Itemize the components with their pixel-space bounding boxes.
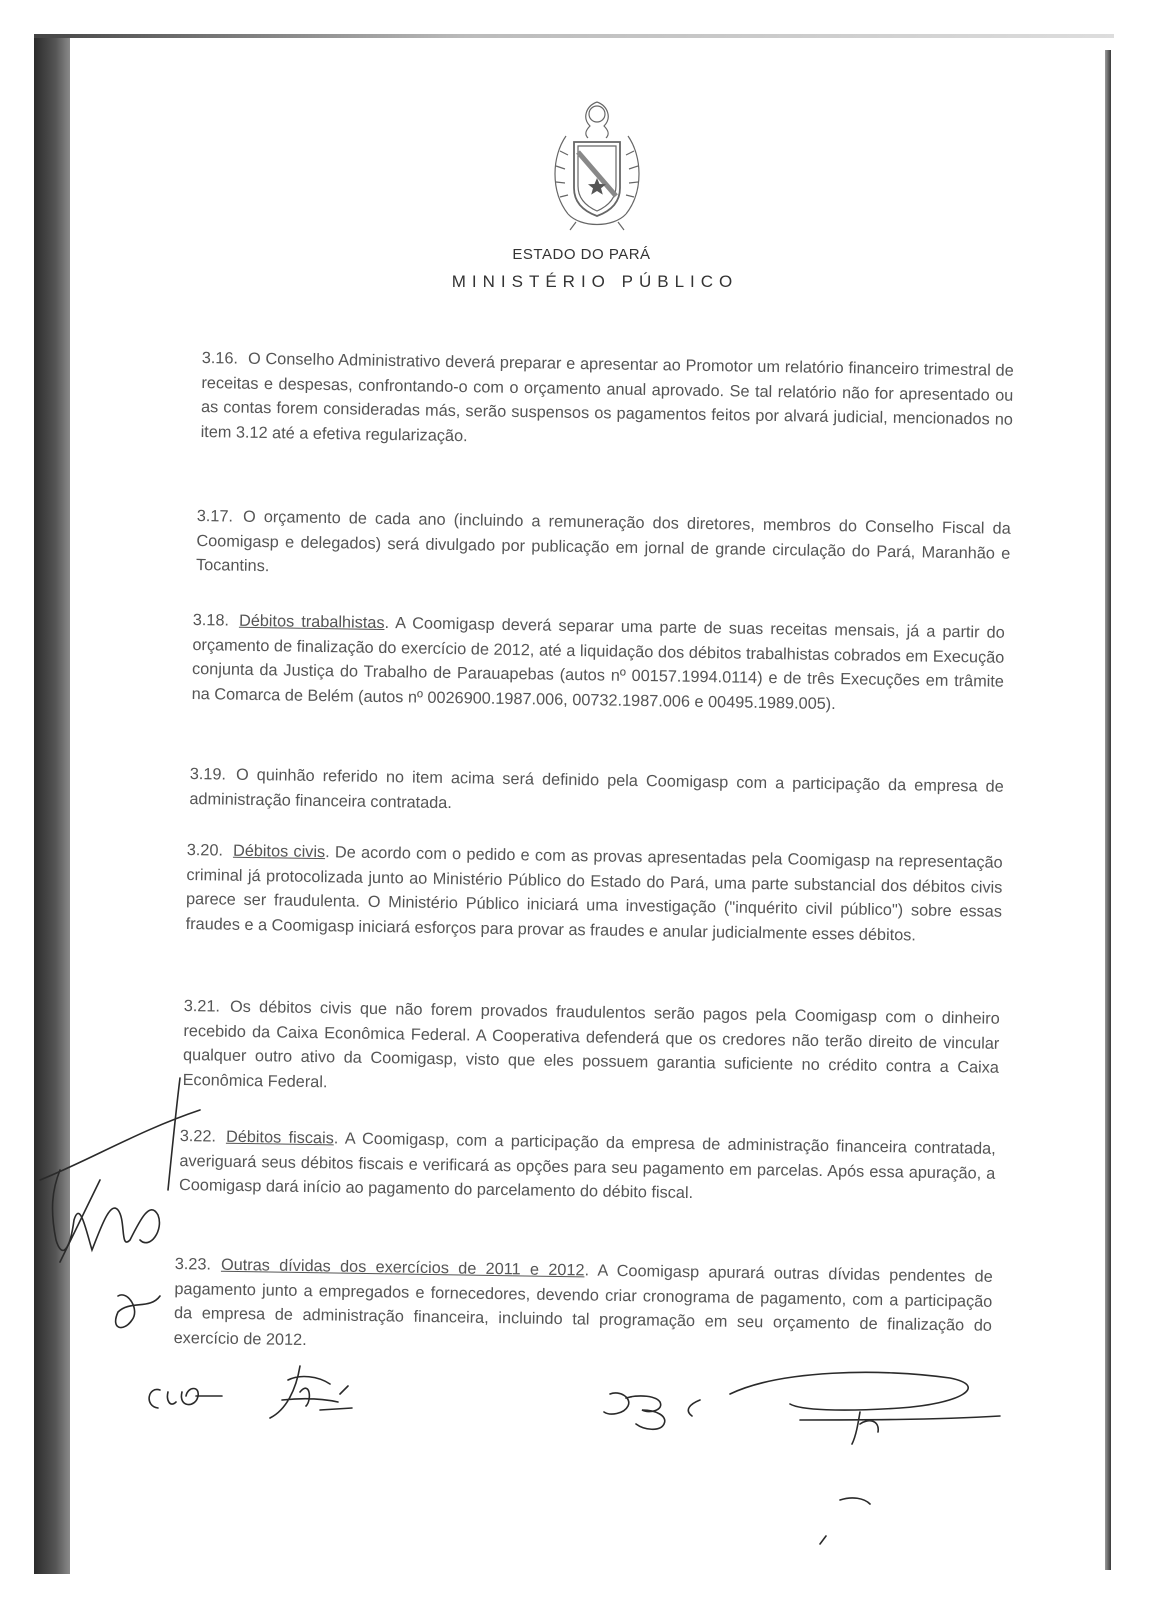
clause-number: 3.18. bbox=[192, 610, 230, 630]
clause-text: Os débitos civis que não forem provados fraudulentos serão pagos pela Coomigasp com o dinheiro recebido da Caixa Econômica Federal. A Cooperativa defenderá que os credores não terão direito de vincular qualquer outro ativo da Coomigasp, visto que eles possuem garantia suficiente no crédito contra a Caixa Econômica Federal. bbox=[182, 997, 1000, 1091]
margin-initials bbox=[116, 1295, 160, 1328]
coat-of-arms-seal bbox=[546, 96, 648, 236]
clause-heading: Outras dívidas dos exercícios de 2011 e 2012 bbox=[220, 1255, 585, 1280]
clause-number: 3.17. bbox=[196, 506, 234, 526]
initials-signature-3 bbox=[604, 1393, 700, 1429]
clause-3-16 bbox=[200, 346, 1013, 457]
clause-number: 3.16. bbox=[201, 348, 239, 368]
clause-number: 3.21. bbox=[183, 996, 221, 1016]
state-heading: ESTADO DO PARÁ bbox=[512, 246, 651, 263]
clause-3-22 bbox=[179, 1124, 996, 1210]
clause-3-19 bbox=[189, 762, 1004, 824]
clause-text: . A Coomigasp, com a participação da empresa de administração financeira contratada, averiguará seus débitos fiscais e verificará as opções para seu pagamento em parcelas. Após essa apuração, a Coomigasp dará início ao pagamento do parcelamento do débito fiscal. bbox=[178, 1129, 996, 1203]
clause-text: O quinhão referido no item acima será definido pela Coomigasp com a participação da empresa de administração financeira contratada. bbox=[189, 765, 1004, 812]
scan-border-top bbox=[34, 34, 1114, 38]
clause-number: 3.20. bbox=[186, 840, 224, 860]
clause-number: 3.22. bbox=[179, 1126, 217, 1146]
clause-3-21 bbox=[182, 994, 999, 1105]
clause-number: 3.19. bbox=[189, 764, 227, 784]
clause-text: O Conselho Administrativo deverá preparar e apresentar ao Promotor um relatório financeiro trimestral de receitas e despesas, confrontando-o com o orçamento anual aprovado. Se tal relatório não for apresentado ou as contas forem consideradas más, serão suspensos os pagamentos feitos por alvará judicial, mencionados no item 3.12 até a efetiva regularização. bbox=[200, 349, 1014, 445]
clause-heading: Débitos trabalhistas bbox=[238, 611, 385, 633]
stray-mark bbox=[820, 1498, 870, 1544]
clause-3-23 bbox=[173, 1252, 992, 1363]
clause-text: . A Coomigasp apurará outras dívidas pendentes de pagamento junto a empregados e fornecedores, devendo criar cronograma de pagamento, com a participação da empresa de administração financeira, incluindo tal programação em seu orçamento de finalização do exercício de 2012. bbox=[173, 1261, 993, 1349]
clause-text: . A Coomigasp deverá separar uma parte de suas receitas mensais, já a partir do orçamento de finalização do exercício de 2012, até a liquidação dos débitos trabalhistas cobrados em Execução conjunta da Justiça do Trabalho de Parauapebas (autos nº 00157.1994.0114) e de três Execuções em trâmite na Comarca de Belém (autos nº 0026900.1987.006, 00732.1987.006 e 00495.1989.005). bbox=[191, 614, 1005, 713]
initials-cro bbox=[149, 1389, 222, 1409]
clause-heading: Débitos fiscais bbox=[225, 1127, 334, 1148]
initials-signature-2 bbox=[270, 1366, 352, 1418]
signature-4 bbox=[730, 1372, 1000, 1444]
clause-number: 3.23. bbox=[174, 1254, 212, 1274]
institution-heading: MINISTÉRIO PÚBLICO bbox=[451, 272, 739, 291]
scan-border-left bbox=[34, 34, 70, 1574]
clause-text: . De acordo com o pedido e com as provas apresentadas pela Coomigasp na representação criminal já protocolizada junto ao Ministério Público do Estado do Pará, uma parte substancial dos débitos civis parece ser fraudulenta. O Ministério Público iniciará uma investigação ("inquérito civil público") sobre essas fraudes e a Coomigasp iniciará esforços para provar as fraudes e anular judicialmente esses débitos. bbox=[185, 843, 1003, 944]
clause-3-17 bbox=[196, 504, 1011, 590]
clause-3-18 bbox=[191, 608, 1004, 719]
clause-text: O orçamento de cada ano (incluindo a remuneração dos diretores, membros do Conselho Fiscal da Coomigasp e delegados) será divulgado por publicação em jornal de grande circulação do Pará, Maranhão e Tocantins. bbox=[195, 507, 1011, 576]
clause-3-20 bbox=[185, 838, 1002, 949]
clause-heading: Débitos civis bbox=[232, 841, 326, 862]
